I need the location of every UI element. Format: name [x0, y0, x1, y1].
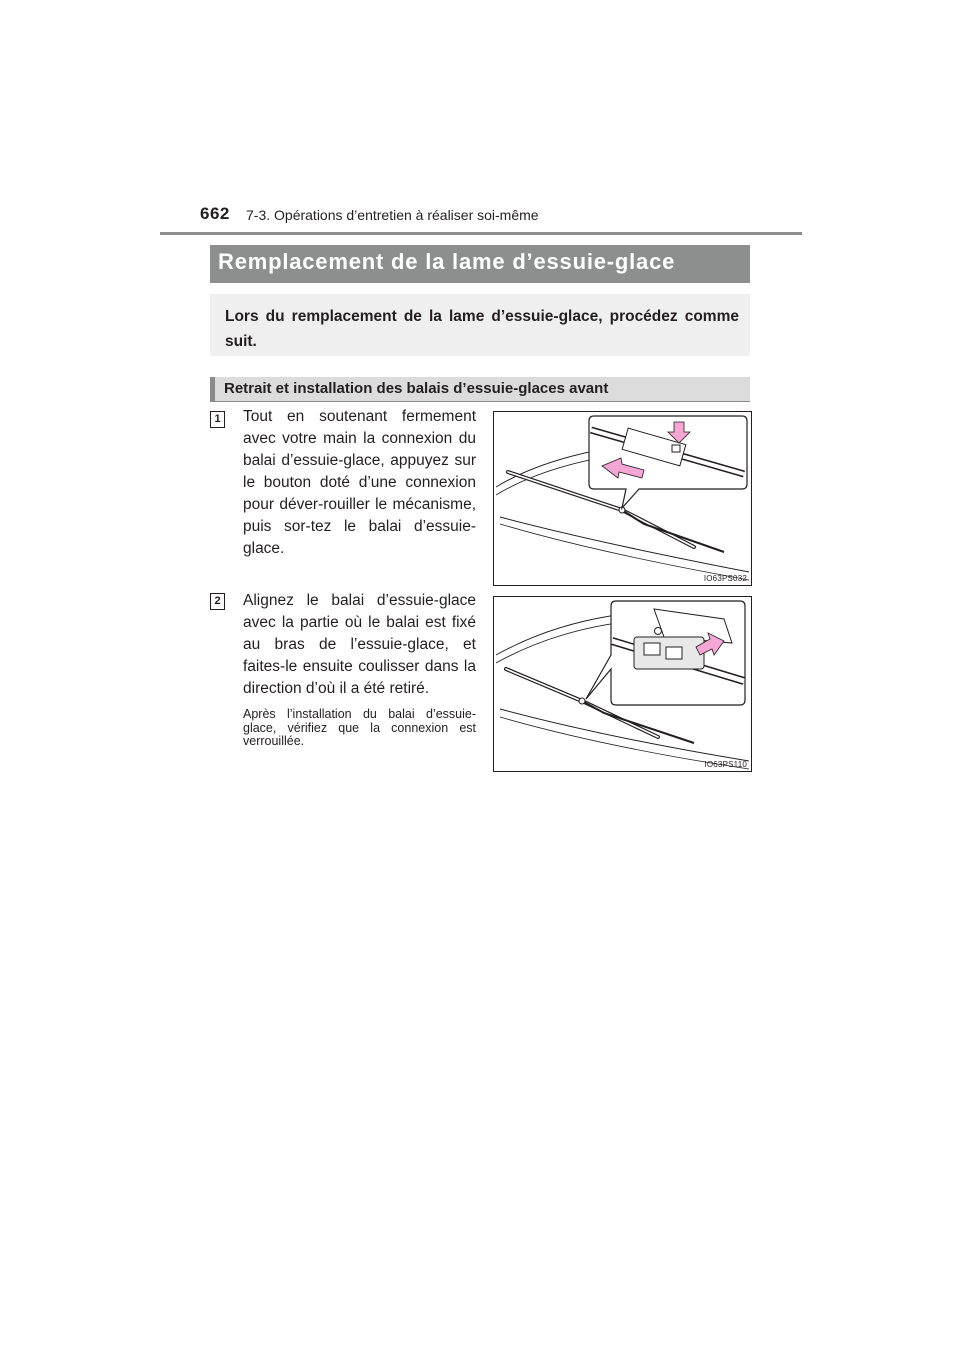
subsection-accent — [210, 377, 215, 401]
step-2-note: Après l’installation du balai d’essuie-glace, vérifiez que la connexion est verrouillée. — [243, 707, 476, 748]
header-rule — [160, 232, 802, 235]
subsection-rule — [210, 401, 750, 402]
subsection-title: Retrait et installation des balais d’essuie-glaces avant — [224, 380, 609, 397]
step-number-1: 1 — [210, 411, 225, 428]
wiper-removal-illustration — [494, 412, 751, 585]
page-number: 662 — [200, 204, 230, 223]
intro-box — [210, 294, 750, 356]
figure-wiper-removal — [493, 411, 752, 586]
intro-text: Lors du remplacement de la lame d’essuie-glace, procédez comme suit. — [225, 308, 739, 350]
figure-wiper-installation — [493, 596, 752, 772]
section-title: Remplacement de la lame d’essuie-glace — [218, 249, 676, 274]
step-1-text: Tout en soutenant fermement avec votre main la connexion du balai d’essuie-glace, appuyez sur le bouton doté d’une connexion pour déver-rouiller le mécanisme, puis sor-tez le balai d’essuie-glace. — [243, 408, 476, 557]
step-2-text: Alignez le balai d’essuie-glace avec la partie où le balai est fixé au bras de l’essuie-glace, et faites-le ensuite coulisser dans la direction d’où il a été retiré. — [243, 592, 476, 697]
step-number-2: 2 — [210, 593, 225, 610]
chapter-heading: 7-3. Opérations d’entretien à réaliser soi-même — [246, 207, 539, 223]
figure-code-2: IO63PS110 — [704, 760, 747, 769]
wiper-installation-illustration — [494, 597, 751, 771]
figure-code-1: IO63PS032 — [703, 574, 747, 583]
